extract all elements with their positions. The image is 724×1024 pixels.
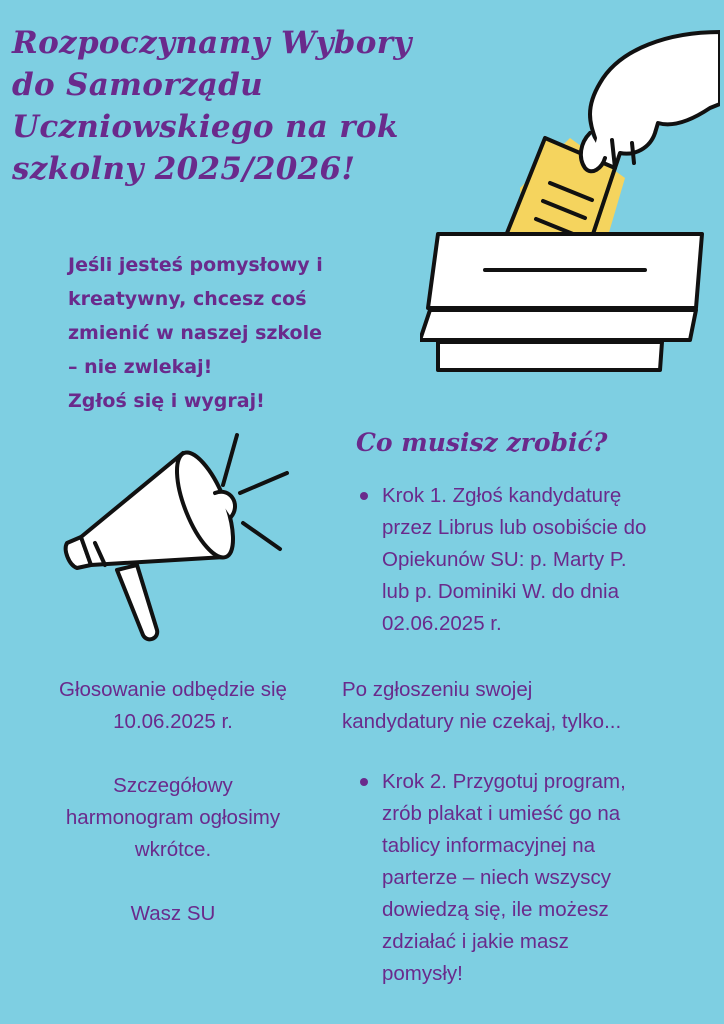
step-line: Opiekunów SU: p. Marty P.: [382, 548, 627, 571]
intro-line: kreatywny, chcesz coś: [68, 288, 307, 310]
step-line: lub p. Dominiki W. do dnia: [382, 580, 620, 603]
step-line: dowiedzą się, ile możesz: [382, 898, 609, 921]
intro-line: zmienić w naszej szkole: [68, 322, 323, 344]
step-line: parterze – niech wszyscy: [382, 866, 612, 889]
step-line: Krok 1. Zgłoś kandydaturę: [382, 484, 622, 507]
megaphone-icon: [55, 425, 295, 650]
step-line: przez Librus lub osobiście do: [382, 516, 647, 539]
intro-text: [68, 248, 388, 418]
intro-line: Jeśli jesteś pomysłowy i: [68, 254, 323, 276]
step-line: zdziałać i jakie masz: [382, 930, 569, 953]
schedule-line: harmonogram ogłosimy: [65, 806, 281, 829]
voting-line: Głosowanie odbędzie się: [59, 678, 287, 701]
title-line: Rozpoczynamy Wybory: [12, 25, 412, 61]
step-2: [360, 766, 710, 990]
intro-line: Zgłoś się i wygraj!: [68, 390, 265, 412]
title-line: Uczniowskiego na rok: [12, 109, 399, 145]
title-line: szkolny 2025/2026!: [12, 151, 356, 187]
steps-heading: Co musisz zrobić?: [356, 428, 608, 457]
step-line: zrób plakat i umieść go na: [382, 802, 621, 825]
ballot-box-hand-icon: [420, 28, 720, 378]
step-line: 02.06.2025 r.: [382, 612, 502, 635]
after-step-text: [342, 674, 712, 738]
intro-line: – nie zwlekaj!: [68, 356, 213, 378]
schedule-line: Szczegółowy: [113, 774, 233, 797]
step-line: pomysły!: [382, 962, 463, 985]
bullet-dot: [360, 492, 368, 500]
signature: Wasz SU: [130, 902, 216, 925]
voting-line: 10.06.2025 r.: [113, 710, 233, 733]
title-line: do Samorządu: [12, 67, 263, 103]
bullet-dot: [360, 778, 368, 786]
voting-info: [22, 674, 324, 930]
step-line: Krok 2. Przygotuj program,: [382, 770, 626, 793]
poster-title: [12, 22, 482, 190]
step-1: [360, 480, 710, 640]
schedule-line: wkrótce.: [134, 838, 212, 861]
step-line: tablicy informacyjnej na: [382, 834, 596, 857]
after-line: kandydatury nie czekaj, tylko...: [342, 710, 622, 733]
after-line: Po zgłoszeniu swojej: [342, 678, 533, 701]
